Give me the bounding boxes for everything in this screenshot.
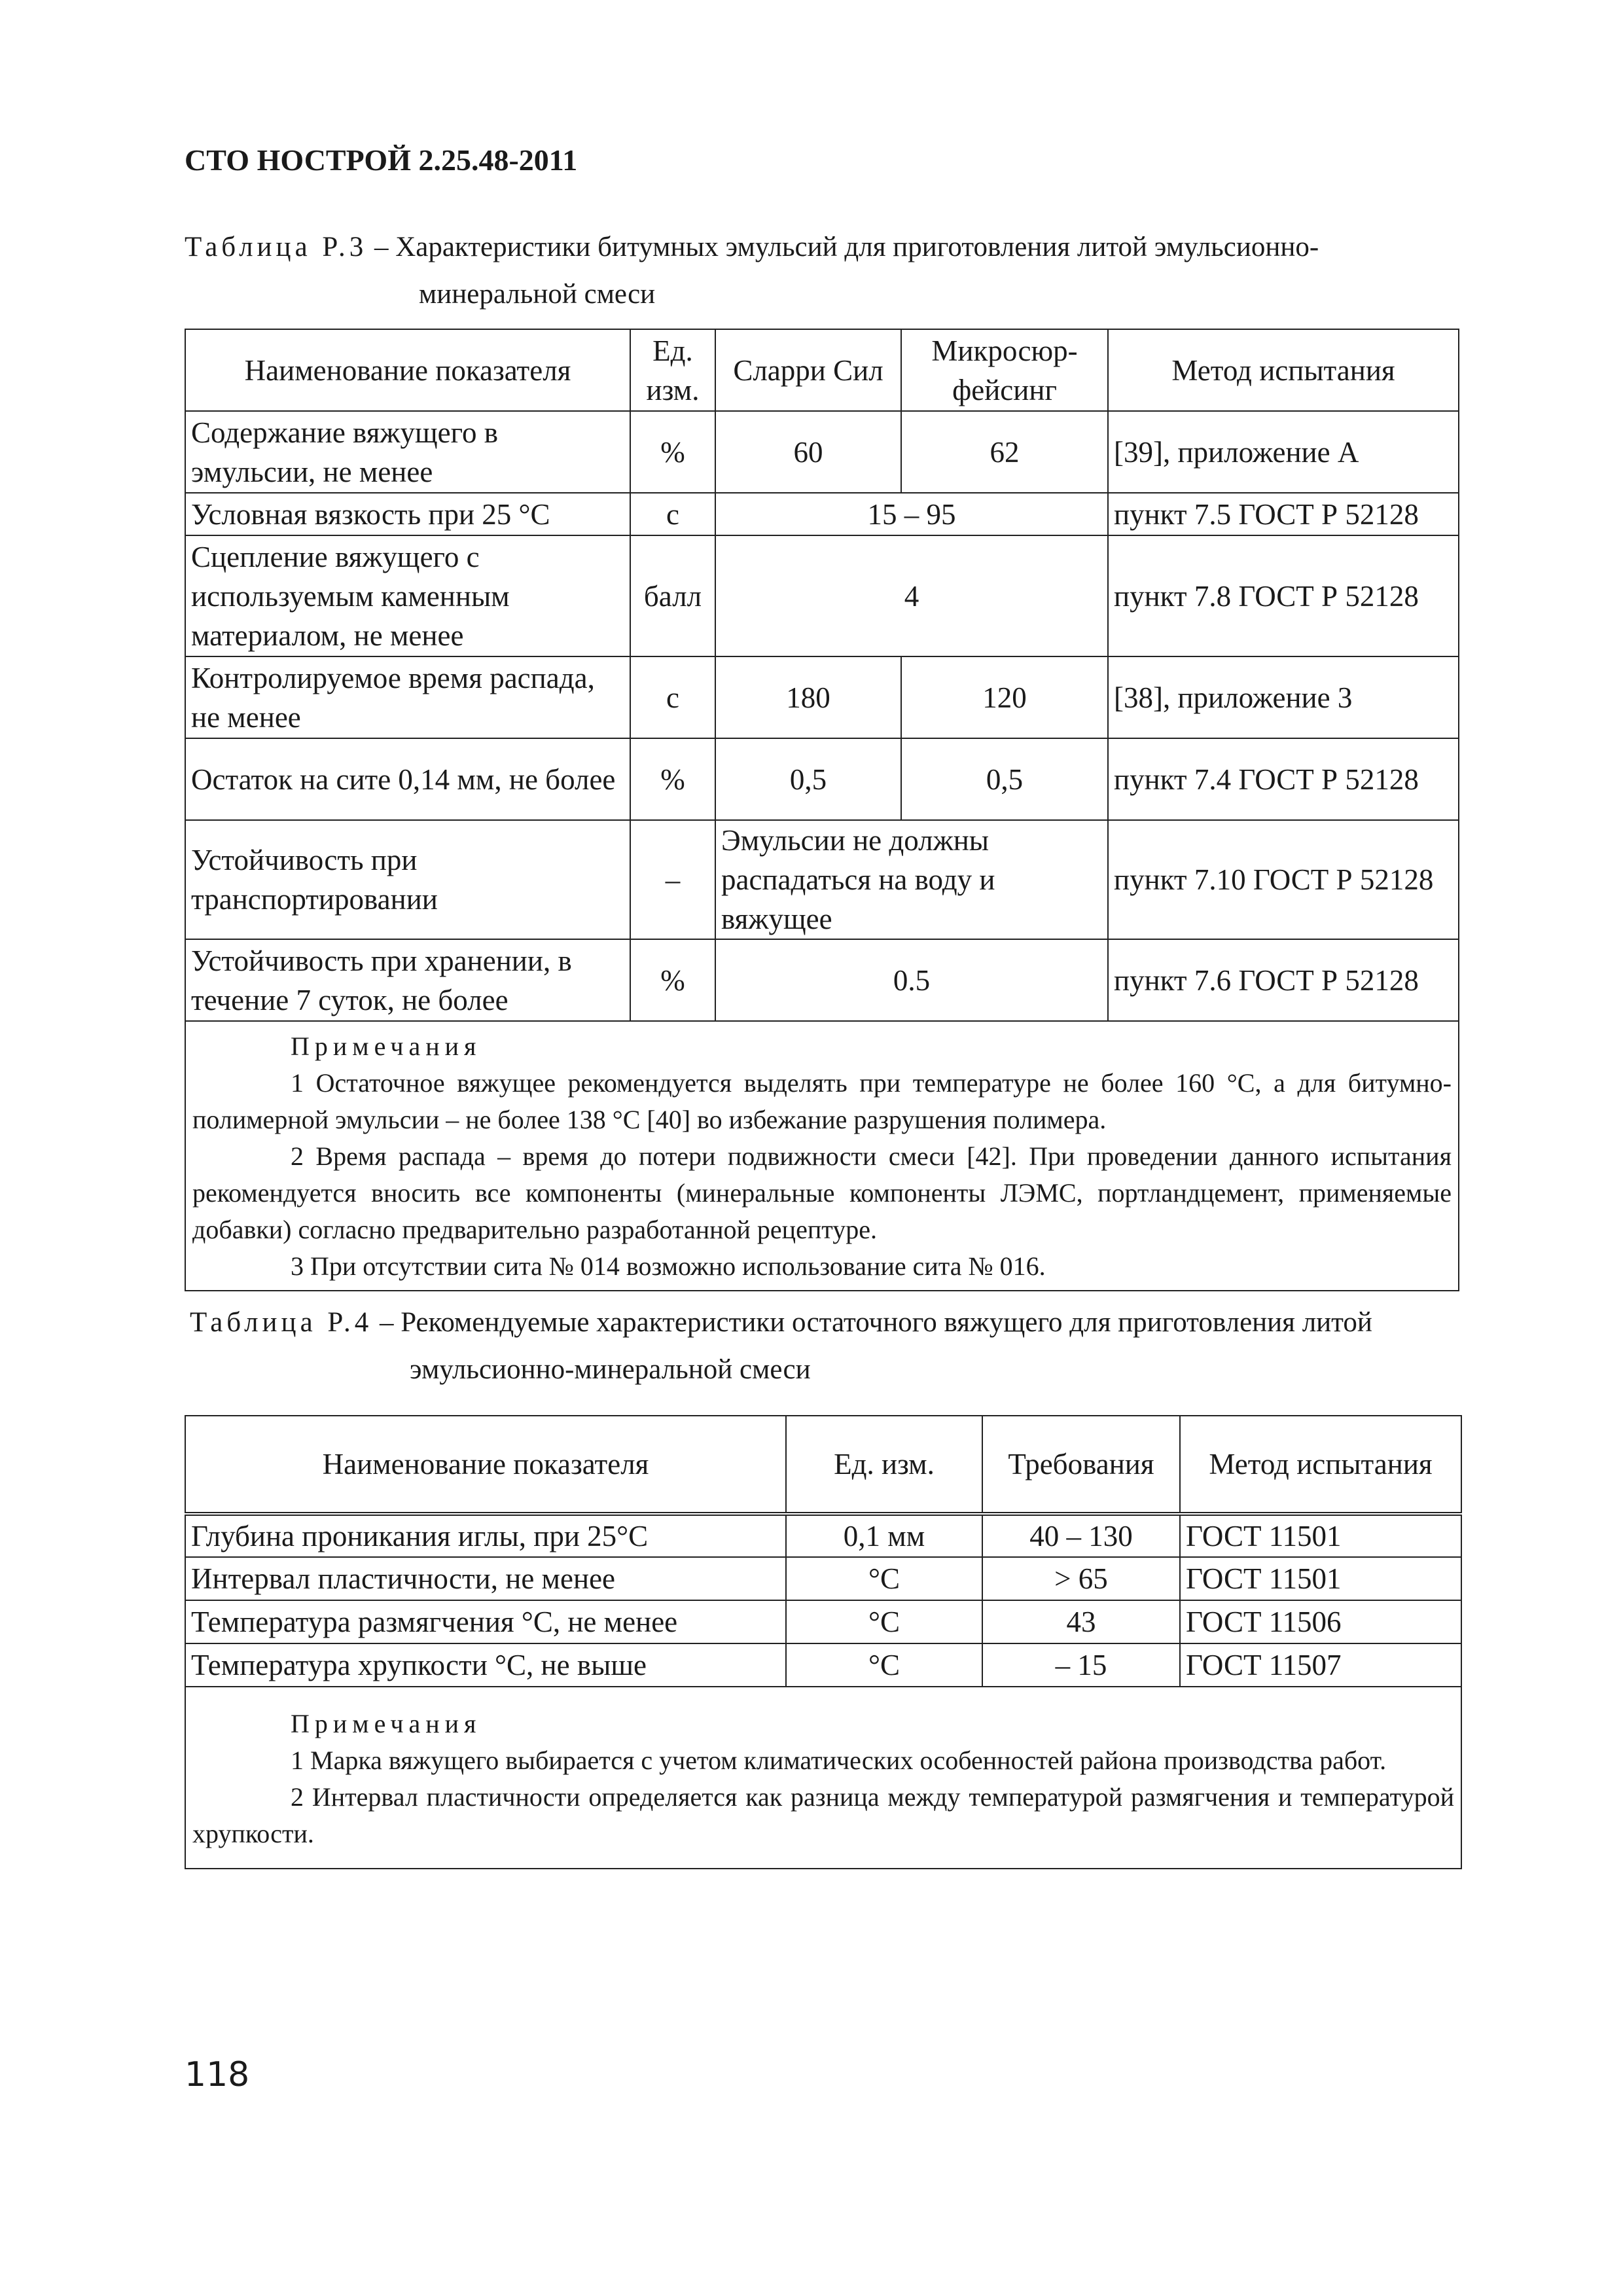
table3-caption <box>185 224 1467 318</box>
table3-notes-row <box>185 1021 1459 1291</box>
row-name: Устойчивость при транспортировании <box>185 820 630 939</box>
row-name: Содержание вяжущего в эмульсии, не менее <box>185 411 630 493</box>
table4-head-name: Наименование показателя <box>185 1416 786 1514</box>
table3-notes <box>185 1021 1459 1291</box>
table3-head-name: Наименование показателя <box>185 329 630 411</box>
row-method: [38], приложение 3 <box>1108 656 1459 738</box>
row-name: Условная вязкость при 25 °С <box>185 493 630 535</box>
row-unit: 0,1 мм <box>786 1514 982 1557</box>
table-row <box>185 493 1459 535</box>
table-row <box>185 1600 1461 1643</box>
row-method: ГОСТ 11501 <box>1180 1514 1461 1557</box>
table4-notes-title: Примечания <box>291 1709 482 1738</box>
table3-notes-title: Примечания <box>291 1031 482 1061</box>
row-name: Температура хрупкости °С, не выше <box>185 1643 786 1687</box>
table3-head-method: Метод испытания <box>1108 329 1459 411</box>
row-unit: °С <box>786 1557 982 1600</box>
table3-head-micro: Микросюр-фейсинг <box>901 329 1108 411</box>
row-method: пункт 7.4 ГОСТ Р 52128 <box>1108 738 1459 820</box>
table-row <box>185 939 1459 1021</box>
row-name: Температура размягчения °С, не менее <box>185 1600 786 1643</box>
row-micro: 0,5 <box>901 738 1108 820</box>
row-merged-value: 0.5 <box>715 939 1108 1021</box>
row-micro: 120 <box>901 656 1108 738</box>
row-requirement: > 65 <box>982 1557 1180 1600</box>
row-unit: % <box>630 939 715 1021</box>
table3-title-line2: минеральной смеси <box>419 279 656 310</box>
row-merged-value: 4 <box>715 535 1108 656</box>
row-slurry: 60 <box>715 411 901 493</box>
table4-note-1: 1 Марка вяжущего выбирается с учетом климатических особенностей района производства работ. <box>291 1746 1387 1775</box>
table4-title-line2: эмульсионно-минеральной смеси <box>410 1354 811 1385</box>
table-row <box>185 656 1459 738</box>
document-header: СТО НОСТРОЙ 2.25.48-2011 <box>185 143 578 177</box>
row-unit: балл <box>630 535 715 656</box>
table3-label: Таблица Р.3 <box>185 232 368 262</box>
table-row <box>185 411 1459 493</box>
row-name: Остаток на сите 0,14 мм, не более <box>185 738 630 820</box>
row-name: Сцепление вяжущего с используемым каменным материалом, не менее <box>185 535 630 656</box>
table-row <box>185 1643 1461 1687</box>
row-unit: с <box>630 656 715 738</box>
row-unit: % <box>630 738 715 820</box>
table4-header-row <box>185 1416 1461 1514</box>
table-row <box>185 738 1459 820</box>
row-method: пункт 7.6 ГОСТ Р 52128 <box>1108 939 1459 1021</box>
table4-notes <box>185 1687 1461 1869</box>
row-merged-value: Эмульсии не должны распадаться на воду и вяжущее <box>715 820 1108 939</box>
table4-notes-row <box>185 1687 1461 1869</box>
row-micro: 62 <box>901 411 1108 493</box>
table-row <box>185 1514 1461 1557</box>
table4-note-2: 2 Интервал пластичности определяется как разница между температурой размягчения и температурой хрупкости. <box>192 1782 1454 1848</box>
table4-title-line1: – Рекомендуемые характеристики остаточного вяжущего для приготовления литой <box>379 1307 1372 1338</box>
table4-head-req: Требования <box>982 1416 1180 1514</box>
row-slurry: 180 <box>715 656 901 738</box>
row-requirement: 40 – 130 <box>982 1514 1180 1557</box>
row-method: пункт 7.8 ГОСТ Р 52128 <box>1108 535 1459 656</box>
row-unit: – <box>630 820 715 939</box>
table4-label: Таблица Р.4 <box>190 1307 373 1338</box>
table3-title-line1: – Характеристики битумных эмульсий для приготовления литой эмульсионно- <box>374 232 1319 262</box>
table4-head-unit: Ед. изм. <box>786 1416 982 1514</box>
table-row <box>185 820 1459 939</box>
table3-note-1: 1 Остаточное вяжущее рекомендуется выделять при температуре не более 160 °С, а для битумно-полимерной эмульсии – не более 138 °С [40] во избежание разрушения полимера. <box>192 1068 1452 1134</box>
table4 <box>185 1415 1462 1869</box>
row-name: Интервал пластичности, не менее <box>185 1557 786 1600</box>
page-number: 118 <box>185 2055 250 2094</box>
row-slurry: 0,5 <box>715 738 901 820</box>
row-unit: °С <box>786 1600 982 1643</box>
table3-note-2: 2 Время распада – время до потери подвижности смеси [42]. При проведении данного испытания рекомендуется вносить все компоненты (минеральные компоненты ЛЭМС, портландцемент, применяемые добавки) согласно предварительно разработанной рецептуре. <box>192 1141 1452 1244</box>
row-merged-value: 15 – 95 <box>715 493 1108 535</box>
row-name: Устойчивость при хранении, в течение 7 суток, не более <box>185 939 630 1021</box>
row-unit: с <box>630 493 715 535</box>
table4-caption <box>190 1299 1472 1393</box>
row-name: Контролируемое время распада, не менее <box>185 656 630 738</box>
row-method: пункт 7.5 ГОСТ Р 52128 <box>1108 493 1459 535</box>
row-method: пункт 7.10 ГОСТ Р 52128 <box>1108 820 1459 939</box>
row-name: Глубина проникания иглы, при 25°С <box>185 1514 786 1557</box>
row-method: [39], приложение А <box>1108 411 1459 493</box>
row-unit: °С <box>786 1643 982 1687</box>
table4-head-method: Метод испытания <box>1180 1416 1461 1514</box>
table-row <box>185 535 1459 656</box>
row-method: ГОСТ 11501 <box>1180 1557 1461 1600</box>
table3-note-3: 3 При отсутствии сита № 014 возможно использование сита № 016. <box>291 1251 1046 1281</box>
table3 <box>185 329 1459 1291</box>
row-requirement: 43 <box>982 1600 1180 1643</box>
table3-head-unit: Ед. изм. <box>630 329 715 411</box>
row-requirement: – 15 <box>982 1643 1180 1687</box>
table3-header-row <box>185 329 1459 411</box>
table-row <box>185 1557 1461 1600</box>
row-method: ГОСТ 11506 <box>1180 1600 1461 1643</box>
row-unit: % <box>630 411 715 493</box>
table3-head-slurry: Сларри Сил <box>715 329 901 411</box>
row-method: ГОСТ 11507 <box>1180 1643 1461 1687</box>
